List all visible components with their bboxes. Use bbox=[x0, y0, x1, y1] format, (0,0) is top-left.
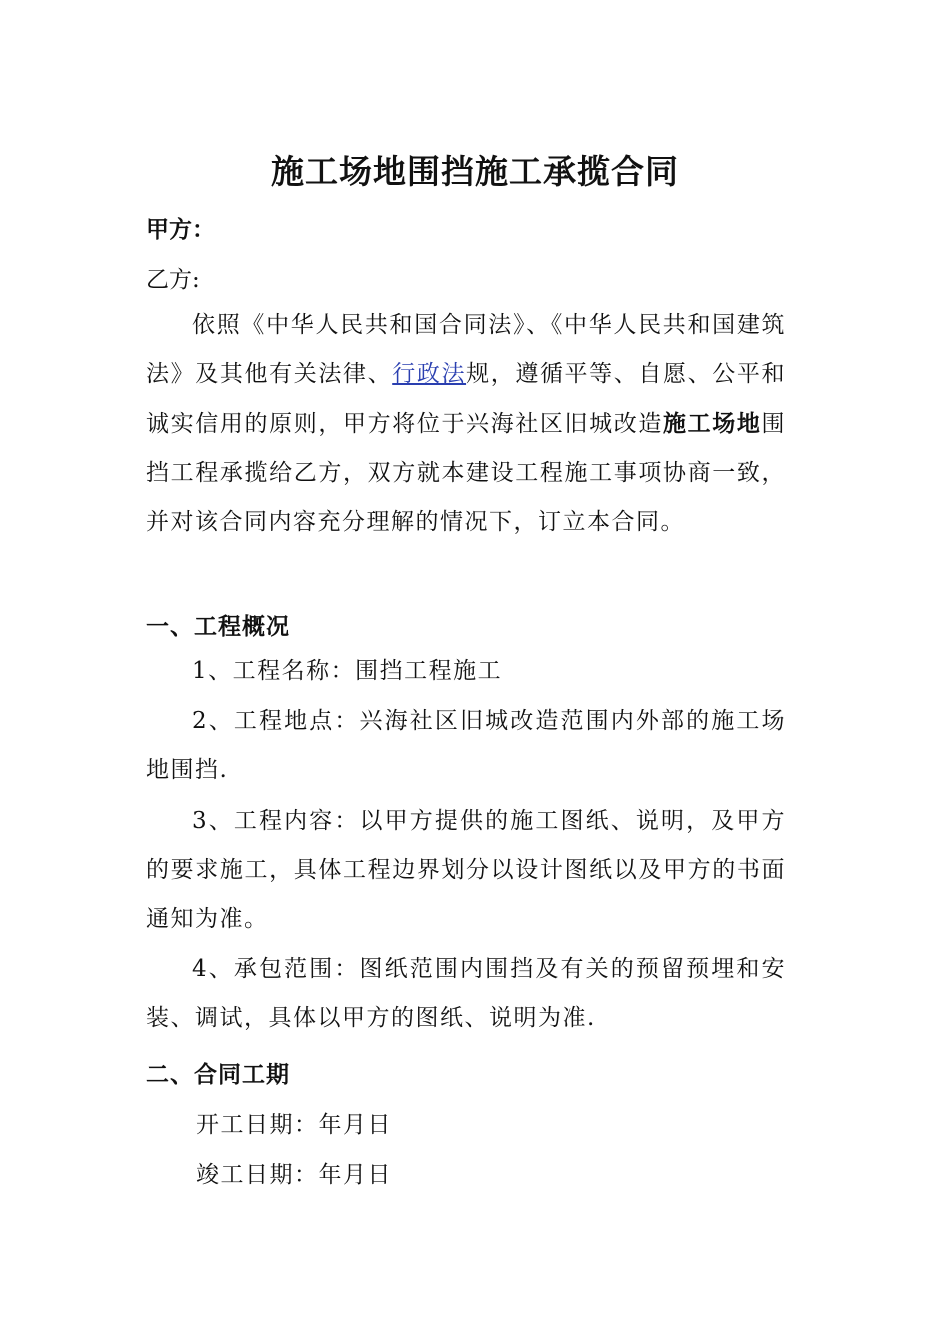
section-1-item-2: 2、工程地点：兴海社区旧城改造范围内外部的施工场地围挡. bbox=[146, 708, 786, 783]
section-1-heading: 一、工程概况 bbox=[146, 613, 290, 640]
section-1-item-4: 4、承包范围：图纸范围内围挡及有关的预留预埋和安装、调试，具体以甲方的图纸、说明为准. bbox=[146, 956, 786, 1031]
party-b-label: 乙方: bbox=[146, 267, 200, 293]
intro-text-1: 依照《中华人民共和国合同法》、《中华人民共和国建筑法》及其他有关法律、 bbox=[146, 312, 786, 387]
section-2-heading: 二、合同工期 bbox=[146, 1061, 290, 1088]
intro-text-2: 规，遵循平等、自愿、公平和诚实信用的原则，甲方将位于兴海社区旧城改造 bbox=[146, 361, 787, 437]
intro-text-3: 围挡工程承揽给乙方，双方就本建设工程施工事项协商一致，并对该合同内容充分理解的情况下，订立本合同。 bbox=[146, 411, 787, 535]
completion-date: 竣工日期：年月日 bbox=[196, 1162, 392, 1188]
intro-bold-text: 施工场地 bbox=[663, 410, 762, 437]
administrative-law-link[interactable]: 行政法 bbox=[392, 361, 467, 387]
section-1-item-3: 3、工程内容：以甲方提供的施工图纸、说明，及甲方的要求施工，具体工程边界划分以设计图纸以及甲方的书面通知为准。 bbox=[146, 808, 786, 932]
intro-paragraph bbox=[146, 301, 786, 547]
party-a-label: 甲方： bbox=[146, 216, 215, 243]
start-date: 开工日期：年月日 bbox=[196, 1112, 392, 1138]
document-title: 施工场地围挡施工承揽合同 bbox=[271, 152, 679, 191]
section-1-item-1: 1、工程名称：围挡工程施工 bbox=[192, 658, 503, 684]
